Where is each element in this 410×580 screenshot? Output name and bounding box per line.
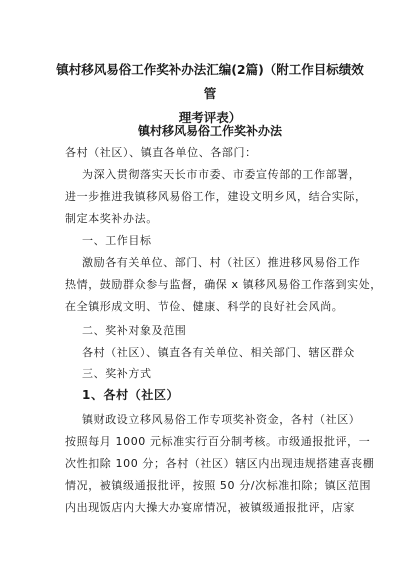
heading-reward-method: 三、奖补方式 xyxy=(82,367,152,380)
intro-line-3: 制定本奖补办法。 xyxy=(65,212,158,225)
heading-work-goal: 一、工作目标 xyxy=(82,234,152,247)
body-line-2: 按照每月 1000 元标准实行百分制考核。市级通报批评，一 xyxy=(65,435,371,448)
subheading-villages: 1、各村（社区） xyxy=(82,388,180,402)
goal-line-2: 热情，鼓励群众参与监督，确保 x 镇移风易俗工作落到实处， xyxy=(65,278,382,291)
body-line-1: 镇财政设立移风易俗工作专项奖补资金，各村（社区） xyxy=(82,413,361,426)
section-title: 镇村移风易俗工作奖补办法 xyxy=(137,124,282,138)
scope-line: 各村（社区）、镇直各有关单位、相关部门、辖区群众 xyxy=(82,346,355,359)
goal-line-3: 在全镇形成文明、节俭、健康、科学的良好社会风尚。 xyxy=(65,300,344,313)
goal-line-1: 激励各有关单位、部门、村（社区）推进移风易俗工作 xyxy=(82,256,361,269)
body-line-4: 情况，被镇级通报批评，按照 50 分/次标准扣除；镇区范围 xyxy=(65,479,372,492)
intro-line-1: 为深入贯彻落实天长市市委、市委宣传部的工作部署， xyxy=(82,168,361,181)
heading-reward-scope: 二、奖补对象及范围 xyxy=(82,324,187,337)
document-title-line-1: 镇村移风易俗工作奖补办法汇编(2篇)（附工作目标绩效管 xyxy=(56,62,364,101)
document-title-line-2: 理考评表） xyxy=(178,110,242,125)
body-line-3: 次性扣除 100 分；各村（社区）辖区内出现违规搭建喜丧棚 xyxy=(65,457,375,470)
document-title xyxy=(50,58,370,130)
greeting-line: 各村（社区）、镇直各单位、各部门： xyxy=(65,146,257,159)
intro-line-2: 进一步推进我镇移风易俗工作，建设文明乡风，结合实际， xyxy=(65,190,367,203)
body-line-5: 内出现饭店内大操大办宴席情况，被镇级通报批评，店家 xyxy=(65,501,355,514)
